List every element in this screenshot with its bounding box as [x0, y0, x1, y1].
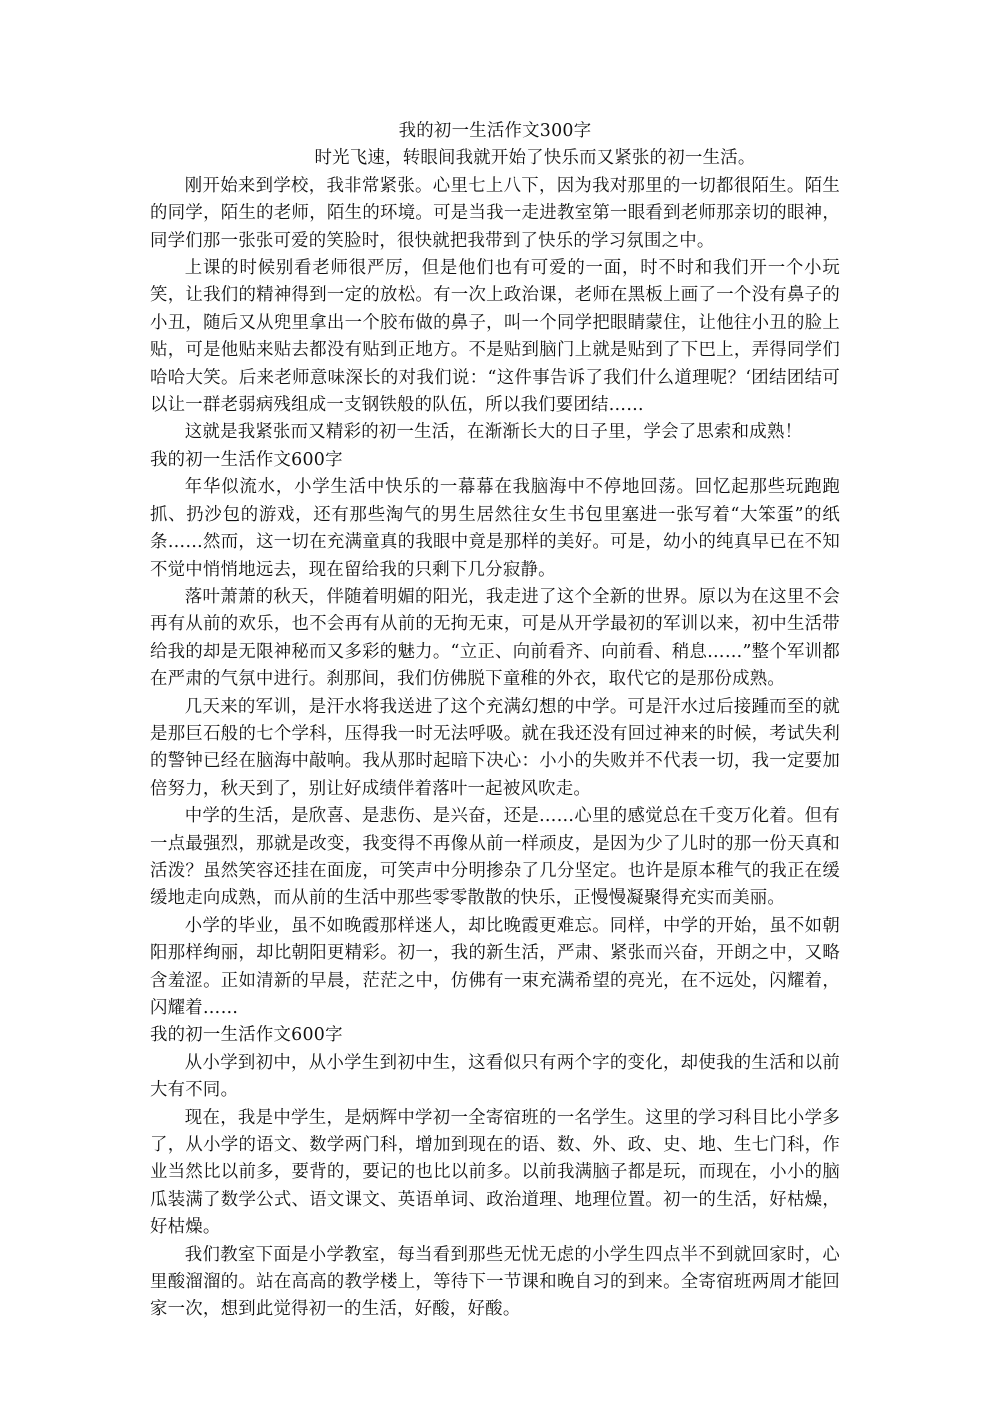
essay-title-2: 我的初一生活作文600字 — [150, 449, 343, 470]
essay-3-paragraph-2: 现在，我是中学生，是炳辉中学初一全寄宿班的一名学生。这里的学习科目比小学多了，从小学的语文、数学两门科，增加到现在的语、数、外、政、史、地、生七门科，作业当然比以前多，要背的，要记的也比以前多。以前我满脑子都是玩，而现在，小小的脑瓜装满了数学公式、语文课文、英语单词、政治道理、地理位置。初一的生活，好枯燥，好枯燥。 — [150, 1107, 840, 1238]
essay-3-paragraph-1: 从小学到初中，从小学生到初中生，这看似只有两个字的变化，却使我的生活和以前大有不同。 — [150, 1052, 840, 1101]
essay-title-3: 我的初一生活作文600字 — [150, 1025, 343, 1046]
essay-1-paragraph-2: 上课的时候别看老师很严厉，但是他们也有可爱的一面，时不时和我们开一个小玩笑，让我们的精神得到一定的放松。有一次上政治课，老师在黑板上画了一个没有鼻子的小丑，随后又从兜里拿出一个胶布做的鼻子，叫一个同学把眼睛蒙住，让他往小丑的脸上贴，可是他贴来贴去都没有贴到正地方。不是贴到脑门上就是贴到了下巴上，弄得同学们哈哈大笑。后来老师意味深长的对我们说：“这件事告诉了我们什么道理呢？‘团结团结可以让一群老弱病残组成一支钢铁般的队伍，所以我们要团结…… — [150, 258, 840, 416]
essay-2-paragraph-1: 年华似流水，小学生活中快乐的一幕幕在我脑海中不停地回荡。回忆起那些玩跑跑抓、扔沙包的游戏，还有那些淘气的男生居然往女生书包里塞进一张写着“大笨蛋”的纸条……然而，这一切在充满童真的我眼中竟是那样的美好。可是，幼小的纯真早已在不知不觉中悄悄地远去，现在留给我的只剩下几分寂静。 — [150, 477, 840, 580]
essay-1-paragraph-3: 这就是我紧张而又精彩的初一生活，在渐渐长大的日子里，学会了思索和成熟！ — [184, 422, 803, 443]
essay-2-paragraph-2: 落叶萧萧的秋天，伴随着明媚的阳光，我走进了这个全新的世界。原以为在这里不会再有从前的欢乐，也不会再有从前的无拘无束，可是从开学最初的军训以来，初中生活带给我的却是无限神秘而又多彩的魅力。“立正、向前看齐、向前看、稍息……”整个军训都在严肃的气氛中进行。刹那间，我们仿佛脱下童稚的外衣，取代它的是那份成熟。 — [150, 586, 840, 690]
essay-1-paragraph-1: 刚开始来到学校，我非常紧张。心里七上八下，因为我对那里的一切都很陌生。陌生的同学，陌生的老师，陌生的环境。可是当我一走进教室第一眼看到老师那亲切的眼神，同学们那一张张可爱的笑脸时，很快就把我带到了快乐的学习氛围之中。 — [150, 175, 840, 251]
essay-title-1: 我的初一生活作文300字 — [398, 121, 592, 141]
essay-2-paragraph-4: 中学的生活，是欣喜、是悲伤、是兴奋，还是……心里的感觉总在千变万化着。但有一点最强烈，那就是改变，我变得不再像从前一样顽皮，是因为少了儿时的那一份天真和活泼？虽然笑容还挂在面庞，可笑声中分明掺杂了几分坚定。也许是原本稚气的我正在缓缓地走向成熟，而从前的生活中那些零零散散的快乐，正慢慢凝聚得充实而美丽。 — [150, 806, 840, 909]
document-page — [150, 118, 840, 1324]
essay-2-paragraph-5: 小学的毕业，虽不如晚霞那样迷人，却比晚霞更难忘。同样，中学的开始，虽不如朝阳那样绚丽，却比朝阳更精彩。初一，我的新生活，严肃、紧张而兴奋，开朗之中，又略含羞涩。正如清新的早晨，茫茫之中，仿佛有一束充满希望的亮光，在不远处，闪耀着，闪耀着…… — [150, 915, 840, 1018]
essay-2-paragraph-3: 几天来的军训，是汗水将我送进了这个充满幻想的中学。可是汗水过后接踵而至的就是那巨石般的七个学科，压得我一时无法呼吸。就在我还没有回过神来的时候，考试失利的警钟已经在脑海中敲响。我从那时起暗下决心：小小的失败并不代表一切，我一定要加倍努力，秋天到了，别让好成绩伴着落叶一起被风吹走。 — [150, 696, 840, 799]
essay-subtitle-1: 时光飞速，转眼间我就开始了快乐而又紧张的初一生活。 — [314, 148, 756, 169]
essay-3-paragraph-3: 我们教室下面是小学教室，每当看到那些无忧无虑的小学生四点半不到就回家时，心里酸溜溜的。站在高高的教学楼上，等待下一节课和晚自习的到来。全寄宿班两周才能回家一次，想到此觉得初一的生活，好酸，好酸。 — [150, 1244, 840, 1320]
